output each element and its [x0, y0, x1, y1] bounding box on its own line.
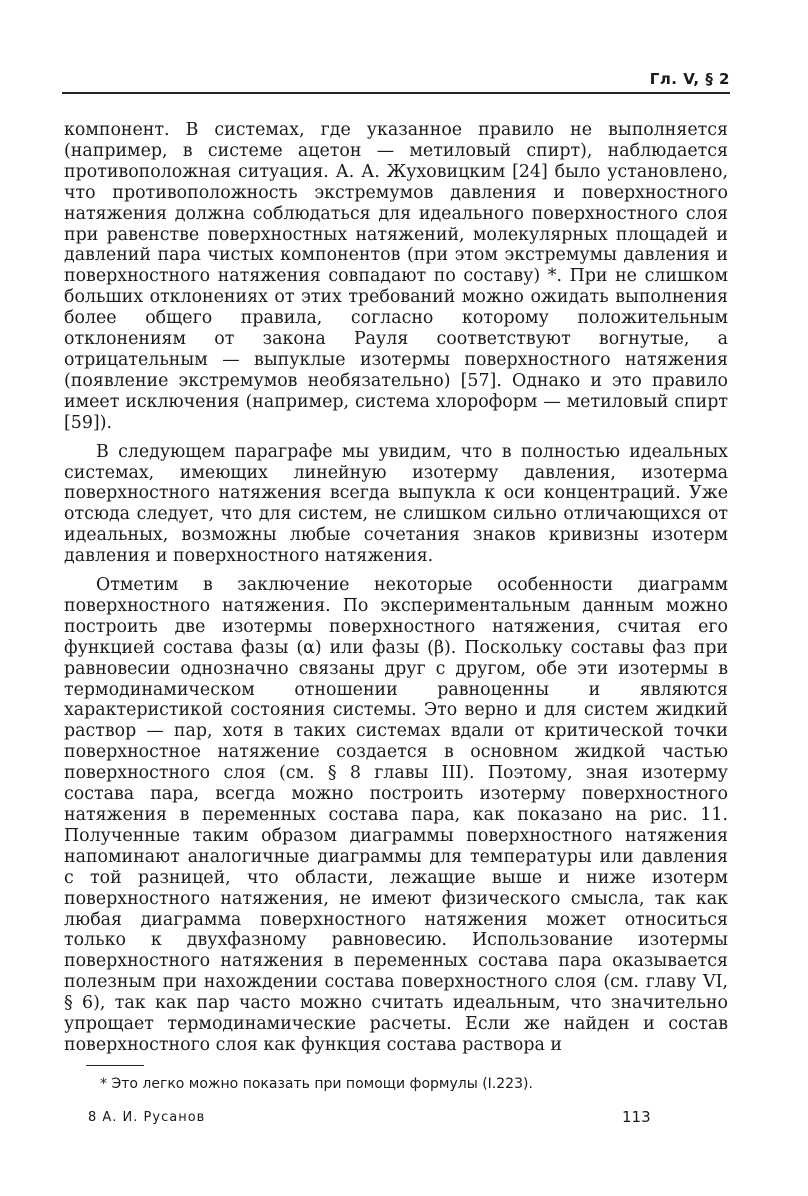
running-head	[62, 70, 730, 94]
body-text	[64, 120, 728, 1056]
chapter-section-label: Гл. V, § 2	[649, 70, 730, 88]
paragraph-3: Отметим в заключение некоторые особенности диаграмм поверхностного натяжения. По экспериментальным данным можно построить две изотермы поверхностного натяжения, считая его функцией состава фазы (α) или фазы (β). Поскольку составы фаз при равновесии однозначно связаны друг с другом, обе эти изотермы в термодинамическом отношении равноценны и являются характеристикой состояния системы. Это верно и для систем жидкий раствор — пар, хотя в таких системах вдали от критической точки поверхностное натяжение создается в основном жидкой частью поверхностного слоя (см. § 8 главы III). Поэтому, зная изотерму состава пара, всегда можно построить изотерму поверхностного натяжения в переменных состава пара, как показано на рис. 11. Полученные таким образом диаграммы поверхностного натяжения напоминают аналогичные диаграммы для температуры или давления с той разницей, что области, лежащие выше и ниже изотерм поверхностного натяжения, не имеют физического смысла, так как любая диаграмма поверхностного натяжения может относиться только к двухфазному равновесию. Использование изотермы поверхностного натяжения в переменных состава пара оказывается полезным при нахождении состава поверхностного слоя (см. главу VI, § 6), так как пар часто можно считать идеальным, что значительно упрощает термодинамические расчеты. Если же найден и состав поверхностного слоя как функция состава раствора и	[64, 575, 728, 1055]
footnote-divider	[86, 1065, 144, 1066]
printer-signature: 8 А. И. Русанов	[88, 1110, 206, 1125]
paragraph-2: В следующем параграфе мы увидим, что в полностью идеальных системах, имеющих линейную изотерму давления, изотерма поверхностного натяжения всегда выпукла к оси концентраций. Уже отсюда следует, что для систем, не слишком сильно отличающихся от идеальных, возможны любые сочетания знаков кривизны изотерм давления и поверхностного натяжения.	[64, 441, 728, 567]
page-number: 113	[622, 1108, 651, 1126]
footnote: * Это легко можно показать при помощи формулы (I.223).	[100, 1076, 533, 1092]
paragraph-1: компонент. В системах, где указанное правило не выполняется (например, в системе ацетон — метиловый спирт), наблюдается противоположная ситуация. А. А. Жуховицким [24] было установлено, что противоположность экстремумов давления и поверхностного натяжения должна соблюдаться для идеального поверхностного слоя при равенстве поверхностных натяжений, молекулярных площадей и давлений пара чистых компонентов (при этом экстремумы давления и поверхностного натяжения совпадают по составу) *. При не слишком больших отклонениях от этих требований можно ожидать выполнения более общего правила, согласно которому положительным отклонениям от закона Рауля соответствуют вогнутые, а отрицательным — выпуклые изотермы поверхностного натяжения (появление экстремумов необязательно) [57]. Однако и это правило имеет исключения (например, система хлороформ — метиловый спирт [59]).	[64, 120, 728, 433]
